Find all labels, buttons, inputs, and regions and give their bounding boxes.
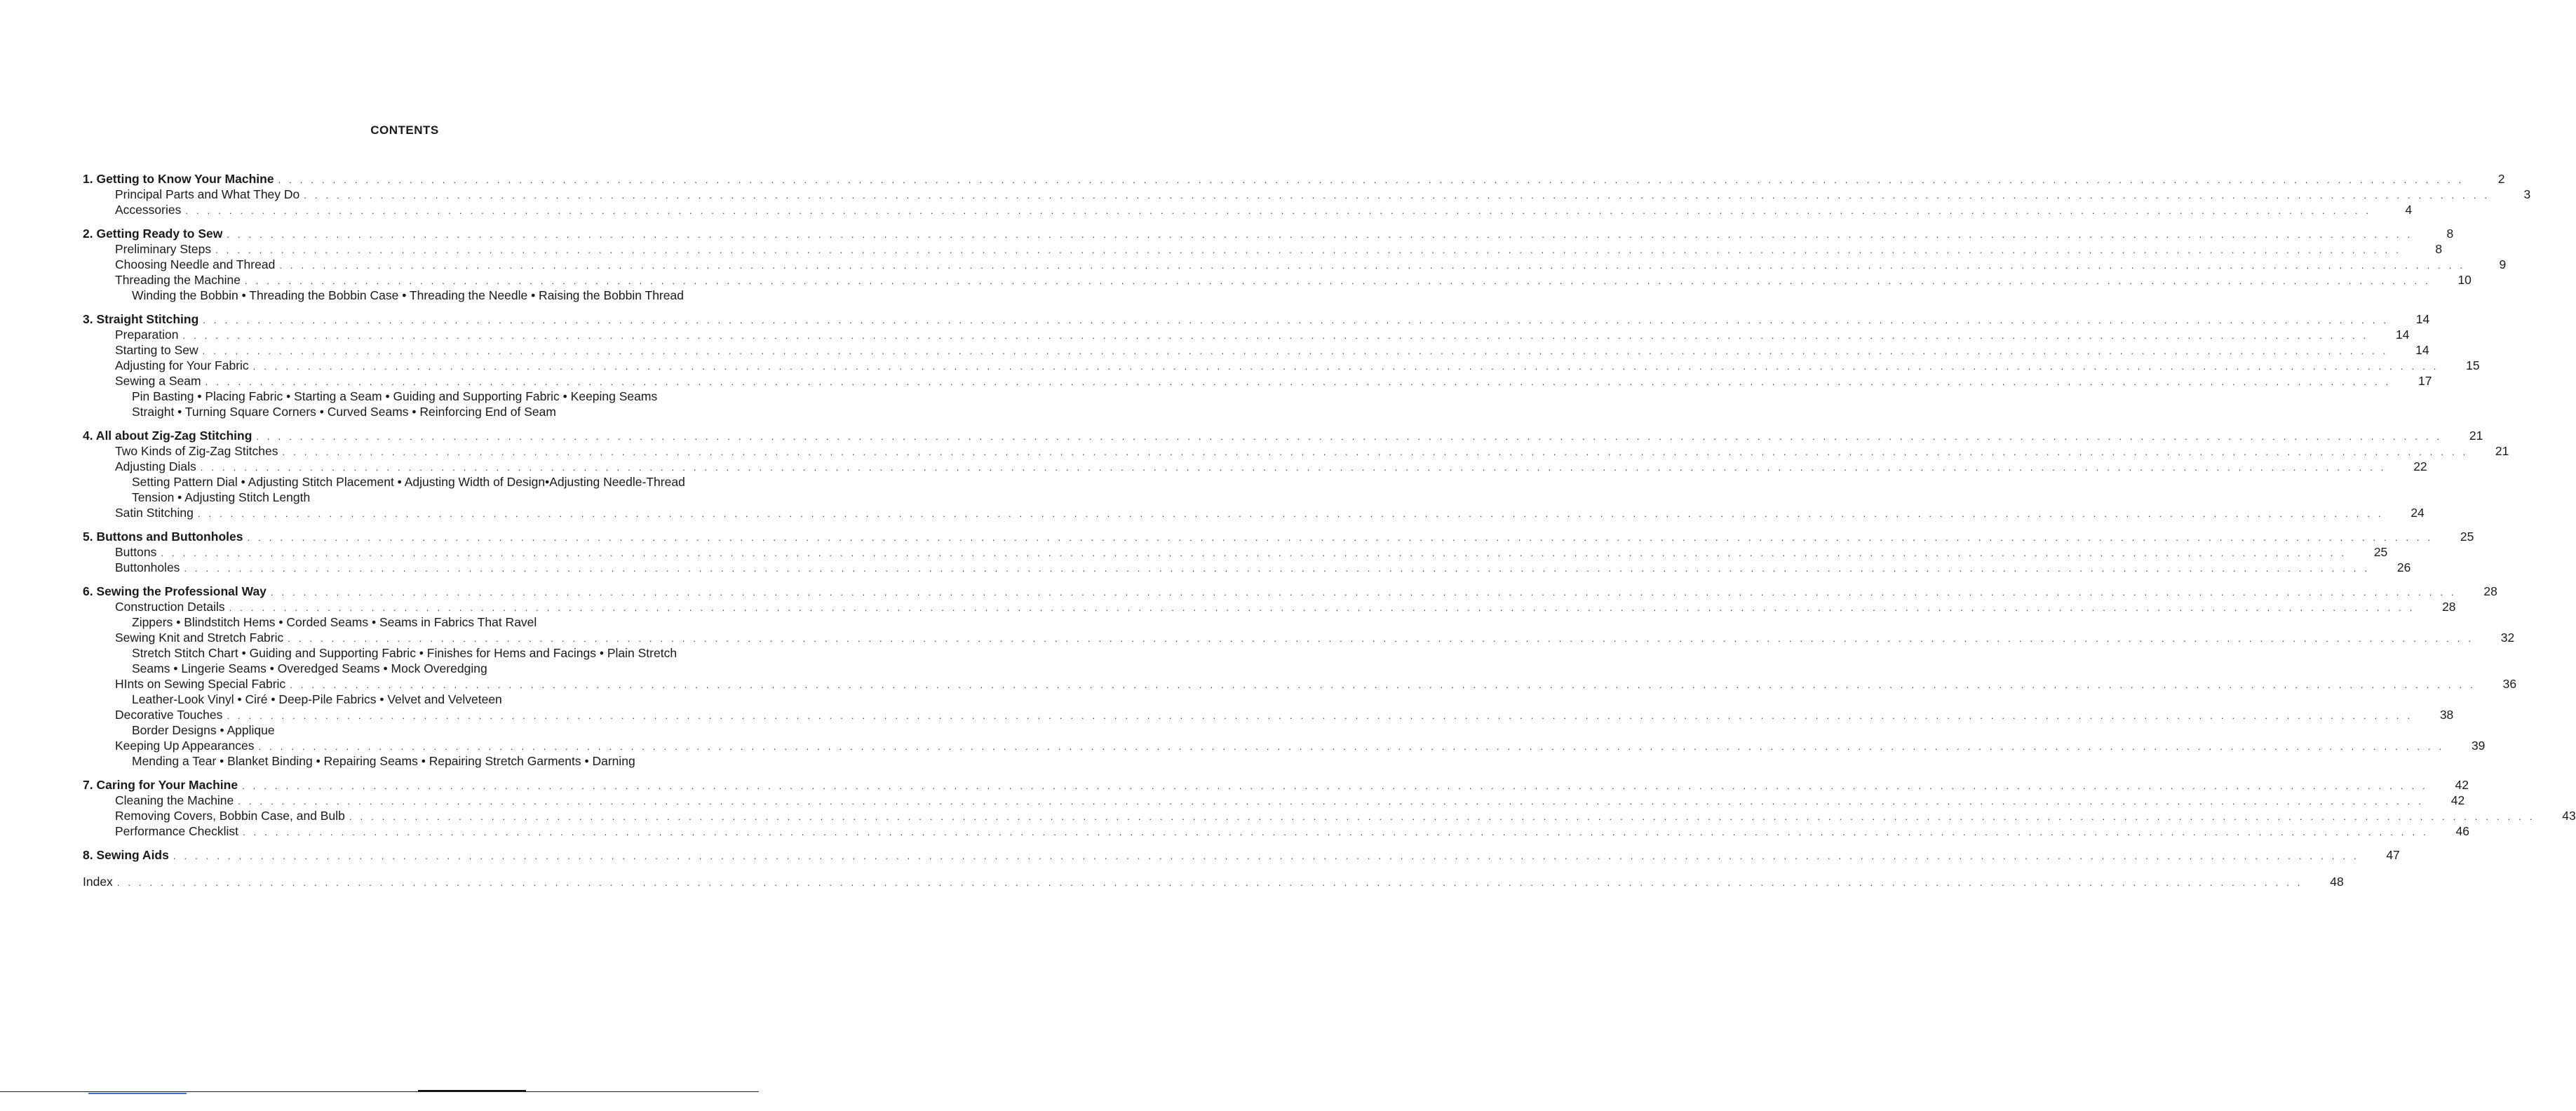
toc-entry-label: Threading the Machine [115,273,241,287]
chapter-section [0,226,2507,303]
toc-entry-label: Keeping Up Appearances [115,739,255,753]
subtopics-text: Zippers • Blindstitch Hems • Corded Seams • Seams in Fabrics That Ravel [132,615,537,629]
chapter-heading-page: 25 [2460,530,2474,544]
dot-leader: . . . . . . . . . . . . . . . . . . . . . . . . . . . . . . . . . . . . . . . . . . . . . . . . . . . . . . . . . . . . . . . . . . . . . . . . . . . . . . . . . . . . . . . . . . . . . . . . . . . . . . . . . . . . . . . . . . . . . . . . . . . . . . . . . . . . . . . . . . . . . . . . . . . . . . . . . . . . . . . . . . . . . . . . . . . . . . . . . . . . . . . . . . . . . . . . . . . . . . . . [227,711,2413,721]
toc-entry-label: Sewing a Seam [115,374,201,388]
chapter-heading [0,847,2400,863]
chapter-heading [0,171,2505,187]
toc-entry [0,373,2432,389]
chapter-heading [0,226,2454,241]
dot-leader: . . . . . . . . . . . . . . . . . . . . . . . . . . . . . . . . . . . . . . . . . . . . . . . . . . . . . . . . . . . . . . . . . . . . . . . . . . . . . . . . . . . . . . . . . . . . . . . . . . . . . . . . . . . . . . . . . . . . . . . . . . . . . . . . . . . . . . . . . . . . . . . . . . . . . . . . . . . . . . . . . . . . . . . . . . . . . . . . . . . . . . . . . . . . . . . . . . . . . . . . [278,175,2464,185]
dot-leader: . . . . . . . . . . . . . . . . . . . . . . . . . . . . . . . . . . . . . . . . . . . . . . . . . . . . . . . . . . . . . . . . . . . . . . . . . . . . . . . . . . . . . . . . . . . . . . . . . . . . . . . . . . . . . . . . . . . . . . . . . . . . . . . . . . . . . . . . . . . . . . . . . . . . . . . . . . . . . . . . . . . . . . . . . . . . . . . . . . . . . . . . . . . . . . . . . . . . . . . . [184,563,2371,574]
chapter-heading [0,428,2483,443]
toc-entry-label: Principal Parts and What They Do [115,187,300,201]
chapter-heading-label: 4. All about Zig-Zag Stitching [83,429,252,443]
toc-entry [0,505,2425,520]
toc-entry-label: Sewing Knit and Stretch Fabric [115,631,284,645]
toc-entry-label: Buttonholes [115,560,180,574]
dot-leader: . . . . . . . . . . . . . . . . . . . . . . . . . . . . . . . . . . . . . . . . . . . . . . . . . . . . . . . . . . . . . . . . . . . . . . . . . . . . . . . . . . . . . . . . . . . . . . . . . . . . . . . . . . . . . . . . . . . . . . . . . . . . . . . . . . . . . . . . . . . . . . . . . . . . . . . . . . . . . . . . . . . . . . . . . . . . . . . . . . . . . . . . . . . . . . . . . . . . . . . . [282,447,2469,457]
toc-entry-page: 38 [2439,708,2454,722]
toc-entry-label: Preliminary Steps [115,242,212,256]
toc-entry [0,738,2486,753]
toc-entry-label: Accessories [115,203,182,217]
toc-entry-page: 4 [2405,203,2413,217]
toc-entry [0,544,2388,560]
chapter-heading-label: 5. Buttons and Buttonholes [83,530,243,544]
toc-entry [0,327,2410,342]
toc-entry-page: 17 [2418,374,2432,388]
dot-leader: . . . . . . . . . . . . . . . . . . . . . . . . . . . . . . . . . . . . . . . . . . . . . . . . . . . . . . . . . . . . . . . . . . . . . . . . . . . . . . . . . . . . . . . . . . . . . . . . . . . . . . . . . . . . . . . . . . . . . . . . . . . . . . . . . . . . . . . . . . . . . . . . . . . . . . . . . . . . . . . . . . . . . . . . . . . . . . . . . . . . . . . . . . . . . . . . . . . . . . . . [205,377,2392,387]
dot-leader: . . . . . . . . . . . . . . . . . . . . . . . . . . . . . . . . . . . . . . . . . . . . . . . . . . . . . . . . . . . . . . . . . . . . . . . . . . . . . . . . . . . . . . . . . . . . . . . . . . . . . . . . . . . . . . . . . . . . . . . . . . . . . . . . . . . . . . . . . . . . . . . . . . . . . . . . . . . . . . . . . . . . . . . . . . . . . . . . . . . . . . . . . . . . . . . . . . . . . . . . [290,680,2476,690]
toc-entry-page: 25 [2373,545,2388,559]
toc-entry [0,187,2531,202]
toc-entry-label: Two Kinds of Zig-Zag Stitches [115,444,278,458]
subtopics-text: Leather-Look Vinyl • Ciré • Deep-Pile Fabrics • Velvet and Velveteen [132,692,502,706]
toc-entry-page: 22 [2413,459,2427,473]
toc-entry [0,459,2427,474]
toc-entry-page: 36 [2502,677,2517,691]
dot-leader: . . . . . . . . . . . . . . . . . . . . . . . . . . . . . . . . . . . . . . . . . . . . . . . . . . . . . . . . . . . . . . . . . . . . . . . . . . . . . . . . . . . . . . . . . . . . . . . . . . . . . . . . . . . . . . . . . . . . . . . . . . . . . . . . . . . . . . . . . . . . . . . . . . . . . . . . . . . . . . . . . . . . . . . . . . . . . . . . . . . . . . . . . . . . . . . . . . . . . . . . [197,509,2384,519]
toc-entry [0,808,2576,823]
dot-leader: . . . . . . . . . . . . . . . . . . . . . . . . . . . . . . . . . . . . . . . . . . . . . . . . . . . . . . . . . . . . . . . . . . . . . . . . . . . . . . . . . . . . . . . . . . . . . . . . . . . . . . . . . . . . . . . . . . . . . . . . . . . . . . . . . . . . . . . . . . . . . . . . . . . . . . . . . . . . . . . . . . . . . . . . . . . . . . . . . . . . . . . . . . . . . . . . . . . . . . . . [173,851,2359,861]
chapter-heading [0,584,2497,599]
toc-entry-page: 24 [2410,506,2425,520]
toc-entry [0,358,2480,373]
toc-entry-page: 28 [2442,600,2456,614]
dot-leader: . . . . . . . . . . . . . . . . . . . . . . . . . . . . . . . . . . . . . . . . . . . . . . . . . . . . . . . . . . . . . . . . . . . . . . . . . . . . . . . . . . . . . . . . . . . . . . . . . . . . . . . . . . . . . . . . . . . . . . . . . . . . . . . . . . . . . . . . . . . . . . . . . . . . . . . . . . . . . . . . . . . . . . . . . . . . . . . . . . . . . . . . . . . . . . . . . . . . . . . . [304,190,2490,201]
toc-entry-label: Decorative Touches [115,708,223,722]
dot-leader: . . . . . . . . . . . . . . . . . . . . . . . . . . . . . . . . . . . . . . . . . . . . . . . . . . . . . . . . . . . . . . . . . . . . . . . . . . . . . . . . . . . . . . . . . . . . . . . . . . . . . . . . . . . . . . . . . . . . . . . . . . . . . . . . . . . . . . . . . . . . . . . . . . . . . . . . . . . . . . . . . . . . . . . . . . . . . . . . . . . . . . . . . . . . . . . . . . . . . . . . [270,587,2457,598]
dot-leader: . . . . . . . . . . . . . . . . . . . . . . . . . . . . . . . . . . . . . . . . . . . . . . . . . . . . . . . . . . . . . . . . . . . . . . . . . . . . . . . . . . . . . . . . . . . . . . . . . . . . . . . . . . . . . . . . . . . . . . . . . . . . . . . . . . . . . . . . . . . . . . . . . . . . . . . . . . . . . . . . . . . . . . . . . . . . . . . . . . . . . . . . . . . . . . . . . . . . . . . . [243,827,2429,837]
dot-leader: . . . . . . . . . . . . . . . . . . . . . . . . . . . . . . . . . . . . . . . . . . . . . . . . . . . . . . . . . . . . . . . . . . . . . . . . . . . . . . . . . . . . . . . . . . . . . . . . . . . . . . . . . . . . . . . . . . . . . . . . . . . . . . . . . . . . . . . . . . . . . . . . . . . . . . . . . . . . . . . . . . . . . . . . . . . . . . . . . . . . . . . . . . . . . . . . . . . . . . . . [279,260,2466,271]
dot-leader: . . . . . . . . . . . . . . . . . . . . . . . . . . . . . . . . . . . . . . . . . . . . . . . . . . . . . . . . . . . . . . . . . . . . . . . . . . . . . . . . . . . . . . . . . . . . . . . . . . . . . . . . . . . . . . . . . . . . . . . . . . . . . . . . . . . . . . . . . . . . . . . . . . . . . . . . . . . . . . . . . . . . . . . . . . . . . . . . . . . . . . . . . . . . . . . . . . . . . . . . [185,206,2372,216]
index-section [0,874,2344,889]
dot-leader: . . . . . . . . . . . . . . . . . . . . . . . . . . . . . . . . . . . . . . . . . . . . . . . . . . . . . . . . . . . . . . . . . . . . . . . . . . . . . . . . . . . . . . . . . . . . . . . . . . . . . . . . . . . . . . . . . . . . . . . . . . . . . . . . . . . . . . . . . . . . . . . . . . . . . . . . . . . . . . . . . . . . . . . . . . . . . . . . . . . . . . . . . . . . . . . . . . . . . . . . [349,812,2535,822]
subtopics-text: Setting Pattern Dial • Adjusting Stitch Placement • Adjusting Width of Design•Adjusting Needle-Thread Tension • Adjusting Stitch Length [132,475,685,504]
chapter-section [0,529,2474,575]
dot-leader: . . . . . . . . . . . . . . . . . . . . . . . . . . . . . . . . . . . . . . . . . . . . . . . . . . . . . . . . . . . . . . . . . . . . . . . . . . . . . . . . . . . . . . . . . . . . . . . . . . . . . . . . . . . . . . . . . . . . . . . . . . . . . . . . . . . . . . . . . . . . . . . . . . . . . . . . . . . . . . . . . . . . . . . . . . . . . . . . . . . . . . . . . . . . . . . . . . . . . . . . [245,276,2431,286]
dot-leader: . . . . . . . . . . . . . . . . . . . . . . . . . . . . . . . . . . . . . . . . . . . . . . . . . . . . . . . . . . . . . . . . . . . . . . . . . . . . . . . . . . . . . . . . . . . . . . . . . . . . . . . . . . . . . . . . . . . . . . . . . . . . . . . . . . . . . . . . . . . . . . . . . . . . . . . . . . . . . . . . . . . . . . . . . . . . . . . . . . . . . . . . . . . . . . . . . . . . . . . . [182,330,2369,341]
toc-entry-page: 42 [2450,793,2465,807]
toc-entry [0,560,2411,575]
toc-entry-page: 46 [2455,824,2469,838]
dot-leader: . . . . . . . . . . . . . . . . . . . . . . . . . . . . . . . . . . . . . . . . . . . . . . . . . . . . . . . . . . . . . . . . . . . . . . . . . . . . . . . . . . . . . . . . . . . . . . . . . . . . . . . . . . . . . . . . . . . . . . . . . . . . . . . . . . . . . . . . . . . . . . . . . . . . . . . . . . . . . . . . . . . . . . . . . . . . . . . . . . . . . . . . . . . . . . . . . . . . . . . . [238,796,2425,807]
chapter-heading-page: 8 [2446,227,2454,241]
toc-entry-label: Buttons [115,545,157,559]
chapter-section [0,777,2576,839]
index-entry-page: 48 [2330,875,2344,889]
toc-entry [0,272,2472,288]
toc-entry-label: Preparation [115,328,179,342]
toc-entry-label: Cleaning the Machine [115,793,234,807]
dot-leader: . . . . . . . . . . . . . . . . . . . . . . . . . . . . . . . . . . . . . . . . . . . . . . . . . . . . . . . . . . . . . . . . . . . . . . . . . . . . . . . . . . . . . . . . . . . . . . . . . . . . . . . . . . . . . . . . . . . . . . . . . . . . . . . . . . . . . . . . . . . . . . . . . . . . . . . . . . . . . . . . . . . . . . . . . . . . . . . . . . . . . . . . . . . . . . . . . . . . . . . . [229,602,2415,613]
chapter-heading-page: 2 [2497,172,2505,186]
toc-entry-page: 8 [2435,242,2443,256]
chapter-section [0,171,2531,217]
index-entry-label: Index [83,875,113,889]
toc-entry [0,202,2413,217]
toc-entry [0,443,2509,459]
toc-entry-page: 26 [2396,560,2411,574]
page-title: CONTENTS [370,123,439,137]
subtopics-text: Stretch Stitch Chart • Guiding and Supporting Fabric • Finishes for Hems and Facings • Plain Stretch Seams • Lingerie Seams • Overedged Seams • Mock Overedging [132,646,677,675]
toc-entry [0,599,2456,614]
toc-entry-page: 39 [2471,739,2486,753]
toc-entry-label: Adjusting Dials [115,459,196,473]
chapter-heading-label: 7. Caring for Your Machine [83,778,238,792]
dot-leader: . . . . . . . . . . . . . . . . . . . . . . . . . . . . . . . . . . . . . . . . . . . . . . . . . . . . . . . . . . . . . . . . . . . . . . . . . . . . . . . . . . . . . . . . . . . . . . . . . . . . . . . . . . . . . . . . . . . . . . . . . . . . . . . . . . . . . . . . . . . . . . . . . . . . . . . . . . . . . . . . . . . . . . . . . . . . . . . . . . . . . . . . . . . . . . . . . . . . . . . . [288,633,2474,644]
dot-leader: . . . . . . . . . . . . . . . . . . . . . . . . . . . . . . . . . . . . . . . . . . . . . . . . . . . . . . . . . . . . . . . . . . . . . . . . . . . . . . . . . . . . . . . . . . . . . . . . . . . . . . . . . . . . . . . . . . . . . . . . . . . . . . . . . . . . . . . . . . . . . . . . . . . . . . . . . . . . . . . . . . . . . . . . . . . . . . . . . . . . . . . . . . . . . . . . . . . . . . . . [242,781,2428,791]
toc-entry-label: Starting to Sew [115,343,198,357]
toc-entry-page: 43 [2562,809,2576,823]
toc-entry [0,257,2507,272]
chapter-heading-page: 14 [2415,312,2430,326]
toc-entry [0,823,2469,839]
chapter-heading-label: 1. Getting to Know Your Machine [83,172,274,186]
toc-entry-page: 32 [2500,631,2515,645]
toc-entry-page: 14 [2415,343,2429,357]
chapter-heading-label: 8. Sewing Aids [83,848,169,862]
toc-entry [0,241,2443,257]
toc-entry [0,707,2454,722]
toc-entry-page: 3 [2523,187,2531,201]
toc-entry-label: HInts on Sewing Special Fabric [115,677,286,691]
chapter-heading-label: 6. Sewing the Professional Way [83,584,267,598]
toc-entry [0,676,2517,692]
dot-leader: . . . . . . . . . . . . . . . . . . . . . . . . . . . . . . . . . . . . . . . . . . . . . . . . . . . . . . . . . . . . . . . . . . . . . . . . . . . . . . . . . . . . . . . . . . . . . . . . . . . . . . . . . . . . . . . . . . . . . . . . . . . . . . . . . . . . . . . . . . . . . . . . . . . . . . . . . . . . . . . . . . . . . . . . . . . . . . . . . . . . . . . . . . . . . . . . . . . . . . . . [258,741,2445,752]
toc-entry-label: Choosing Needle and Thread [115,257,276,271]
chapter-section [0,584,2517,769]
subtopics-text: Mending a Tear • Blanket Binding • Repairing Seams • Repairing Stretch Garments • Darning [132,754,635,768]
chapter-heading-label: 2. Getting Ready to Sew [83,227,223,241]
dot-leader: . . . . . . . . . . . . . . . . . . . . . . . . . . . . . . . . . . . . . . . . . . . . . . . . . . . . . . . . . . . . . . . . . . . . . . . . . . . . . . . . . . . . . . . . . . . . . . . . . . . . . . . . . . . . . . . . . . . . . . . . . . . . . . . . . . . . . . . . . . . . . . . . . . . . . . . . . . . . . . . . . . . . . . . . . . . . . . . . . . . . . . . . . . . . . . . . . . . . . . . . [227,229,2413,240]
footer-link-underline [88,1093,187,1094]
toc-entry-page: 15 [2466,358,2480,372]
toc-entry-label: Performance Checklist [115,824,239,838]
subtopics-text: Winding the Bobbin • Threading the Bobbin Case • Threading the Needle • Raising the Bobbin Thread [132,288,684,302]
chapter-heading-page: 47 [2386,848,2400,862]
subtopics-text: Pin Basting • Placing Fabric • Starting a Seam • Guiding and Supporting Fabric • Keeping Seams Straight • Turning Square Corners • Curved Seams • Reinforcing End of Seam [132,389,658,419]
toc-entry-label: Adjusting for Your Fabric [115,358,249,372]
toc-entry-label: Removing Covers, Bobbin Case, and Bulb [115,809,345,823]
chapter-heading-page: 28 [2483,584,2497,598]
dot-leader: . . . . . . . . . . . . . . . . . . . . . . . . . . . . . . . . . . . . . . . . . . . . . . . . . . . . . . . . . . . . . . . . . . . . . . . . . . . . . . . . . . . . . . . . . . . . . . . . . . . . . . . . . . . . . . . . . . . . . . . . . . . . . . . . . . . . . . . . . . . . . . . . . . . . . . . . . . . . . . . . . . . . . . . . . . . . . . . . . . . . . . . . . . . . . . . . . . . . . . . . [215,245,2402,255]
chapter-heading [0,777,2469,793]
chapter-section [0,847,2400,863]
chapter-heading-label: 3. Straight Stitching [83,312,199,326]
chapter-heading-page: 42 [2455,778,2469,792]
chapter-section [0,428,2509,520]
toc-entry-page: 10 [2457,273,2472,287]
footer-rule [0,1091,759,1092]
index-entry [0,874,2344,889]
dot-leader: . . . . . . . . . . . . . . . . . . . . . . . . . . . . . . . . . . . . . . . . . . . . . . . . . . . . . . . . . . . . . . . . . . . . . . . . . . . . . . . . . . . . . . . . . . . . . . . . . . . . . . . . . . . . . . . . . . . . . . . . . . . . . . . . . . . . . . . . . . . . . . . . . . . . . . . . . . . . . . . . . . . . . . . . . . . . . . . . . . . . . . . . . . . . . . . . . . . . . . . . [252,361,2439,372]
dot-leader: . . . . . . . . . . . . . . . . . . . . . . . . . . . . . . . . . . . . . . . . . . . . . . . . . . . . . . . . . . . . . . . . . . . . . . . . . . . . . . . . . . . . . . . . . . . . . . . . . . . . . . . . . . . . . . . . . . . . . . . . . . . . . . . . . . . . . . . . . . . . . . . . . . . . . . . . . . . . . . . . . . . . . . . . . . . . . . . . . . . . . . . . . . . . . . . . . . . . . . . . [202,346,2389,356]
chapter-heading [0,529,2474,544]
table-of-contents [0,171,2576,898]
toc-entry [0,630,2515,645]
dot-leader: . . . . . . . . . . . . . . . . . . . . . . . . . . . . . . . . . . . . . . . . . . . . . . . . . . . . . . . . . . . . . . . . . . . . . . . . . . . . . . . . . . . . . . . . . . . . . . . . . . . . . . . . . . . . . . . . . . . . . . . . . . . . . . . . . . . . . . . . . . . . . . . . . . . . . . . . . . . . . . . . . . . . . . . . . . . . . . . . . . . . . . . . . . . . . . . . . . . . . . . . [247,532,2434,543]
chapter-heading-page: 21 [2469,429,2483,443]
chapter-heading [0,311,2430,327]
toc-entry-label: Satin Stitching [115,506,194,520]
toc-entry-page: 9 [2499,257,2507,271]
footer-accent-rule [418,1090,526,1091]
toc-entry [0,793,2465,808]
dot-leader: . . . . . . . . . . . . . . . . . . . . . . . . . . . . . . . . . . . . . . . . . . . . . . . . . . . . . . . . . . . . . . . . . . . . . . . . . . . . . . . . . . . . . . . . . . . . . . . . . . . . . . . . . . . . . . . . . . . . . . . . . . . . . . . . . . . . . . . . . . . . . . . . . . . . . . . . . . . . . . . . . . . . . . . . . . . . . . . . . . . . . . . . . . . . . . . . . . . . . . . . [116,877,2303,888]
dot-leader: . . . . . . . . . . . . . . . . . . . . . . . . . . . . . . . . . . . . . . . . . . . . . . . . . . . . . . . . . . . . . . . . . . . . . . . . . . . . . . . . . . . . . . . . . . . . . . . . . . . . . . . . . . . . . . . . . . . . . . . . . . . . . . . . . . . . . . . . . . . . . . . . . . . . . . . . . . . . . . . . . . . . . . . . . . . . . . . . . . . . . . . . . . . . . . . . . . . . . . . . [256,431,2443,442]
toc-entry-label: Construction Details [115,600,225,614]
toc-entry-page: 14 [2395,328,2410,342]
toc-entry-page: 21 [2495,444,2509,458]
toc-entry [0,342,2429,358]
chapter-section [0,311,2480,419]
dot-leader: . . . . . . . . . . . . . . . . . . . . . . . . . . . . . . . . . . . . . . . . . . . . . . . . . . . . . . . . . . . . . . . . . . . . . . . . . . . . . . . . . . . . . . . . . . . . . . . . . . . . . . . . . . . . . . . . . . . . . . . . . . . . . . . . . . . . . . . . . . . . . . . . . . . . . . . . . . . . . . . . . . . . . . . . . . . . . . . . . . . . . . . . . . . . . . . . . . . . . . . . [203,315,2389,325]
dot-leader: . . . . . . . . . . . . . . . . . . . . . . . . . . . . . . . . . . . . . . . . . . . . . . . . . . . . . . . . . . . . . . . . . . . . . . . . . . . . . . . . . . . . . . . . . . . . . . . . . . . . . . . . . . . . . . . . . . . . . . . . . . . . . . . . . . . . . . . . . . . . . . . . . . . . . . . . . . . . . . . . . . . . . . . . . . . . . . . . . . . . . . . . . . . . . . . . . . . . . . . . [200,462,2387,473]
subtopics-text: Border Designs • Applique [132,723,275,737]
dot-leader: . . . . . . . . . . . . . . . . . . . . . . . . . . . . . . . . . . . . . . . . . . . . . . . . . . . . . . . . . . . . . . . . . . . . . . . . . . . . . . . . . . . . . . . . . . . . . . . . . . . . . . . . . . . . . . . . . . . . . . . . . . . . . . . . . . . . . . . . . . . . . . . . . . . . . . . . . . . . . . . . . . . . . . . . . . . . . . . . . . . . . . . . . . . . . . . . . . . . . . . . [161,548,2347,558]
